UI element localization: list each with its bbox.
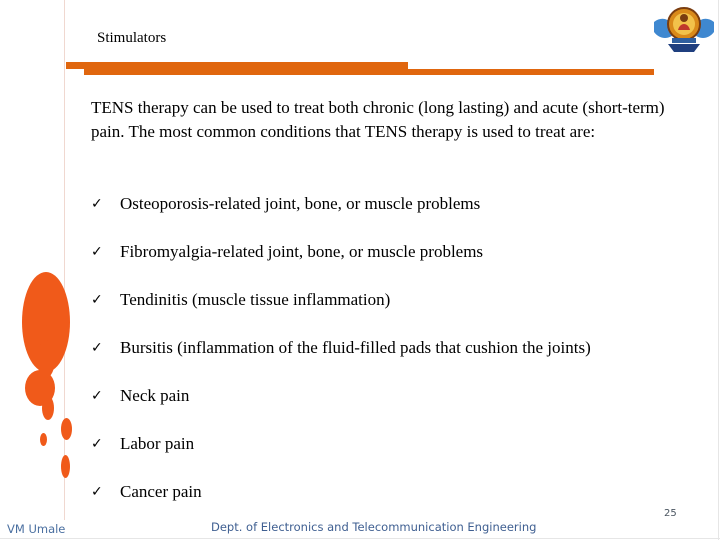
slide-border-bottom bbox=[0, 538, 720, 539]
page-number: 25 bbox=[664, 508, 677, 519]
checkmark-icon: ✓ bbox=[91, 244, 103, 260]
checkmark-icon: ✓ bbox=[91, 388, 103, 404]
list-item bbox=[91, 384, 591, 432]
decor-dot bbox=[40, 433, 47, 446]
title-underline-bar-lower bbox=[84, 69, 654, 75]
list-item-text: Cancer pain bbox=[120, 482, 202, 501]
institute-logo-icon bbox=[648, 0, 720, 58]
list-item bbox=[91, 192, 591, 240]
list-item-text: Tendinitis (muscle tissue inflammation) bbox=[120, 290, 391, 309]
list-item bbox=[91, 240, 591, 288]
slide-title: Stimulators bbox=[97, 30, 167, 46]
footer-department: Dept. of Electronics and Telecommunication Engineering bbox=[211, 520, 537, 534]
title-underline-bar bbox=[66, 62, 408, 69]
list-item bbox=[91, 288, 591, 336]
checkmark-icon: ✓ bbox=[91, 196, 103, 212]
list-item-text: Osteoporosis-related joint, bone, or muscle problems bbox=[120, 194, 481, 213]
list-item-text: Fibromyalgia-related joint, bone, or muscle problems bbox=[120, 242, 484, 261]
list-item bbox=[91, 336, 591, 384]
list-item-text: Labor pain bbox=[120, 434, 195, 453]
list-item-text: Bursitis (inflammation of the fluid-filled pads that cushion the joints) bbox=[120, 338, 591, 357]
checkmark-icon: ✓ bbox=[91, 484, 103, 500]
slide-border-right bbox=[718, 0, 719, 540]
list-item-text: Neck pain bbox=[120, 386, 190, 405]
checkmark-icon: ✓ bbox=[91, 292, 103, 308]
decor-dot bbox=[37, 340, 55, 378]
intro-paragraph: TENS therapy can be used to treat both chronic (long lasting) and acute (short-term) pain. The most common conditions that TENS therapy is used to treat are: bbox=[91, 98, 665, 141]
decor-dot bbox=[61, 418, 72, 440]
checkmark-icon: ✓ bbox=[91, 436, 103, 452]
decor-dot bbox=[42, 396, 54, 420]
left-margin-line bbox=[64, 0, 65, 520]
checkmark-icon: ✓ bbox=[91, 340, 103, 356]
decor-dot bbox=[61, 455, 70, 478]
list-item bbox=[91, 432, 591, 480]
footer-author: VM Umale bbox=[7, 522, 66, 536]
conditions-list bbox=[91, 192, 591, 528]
